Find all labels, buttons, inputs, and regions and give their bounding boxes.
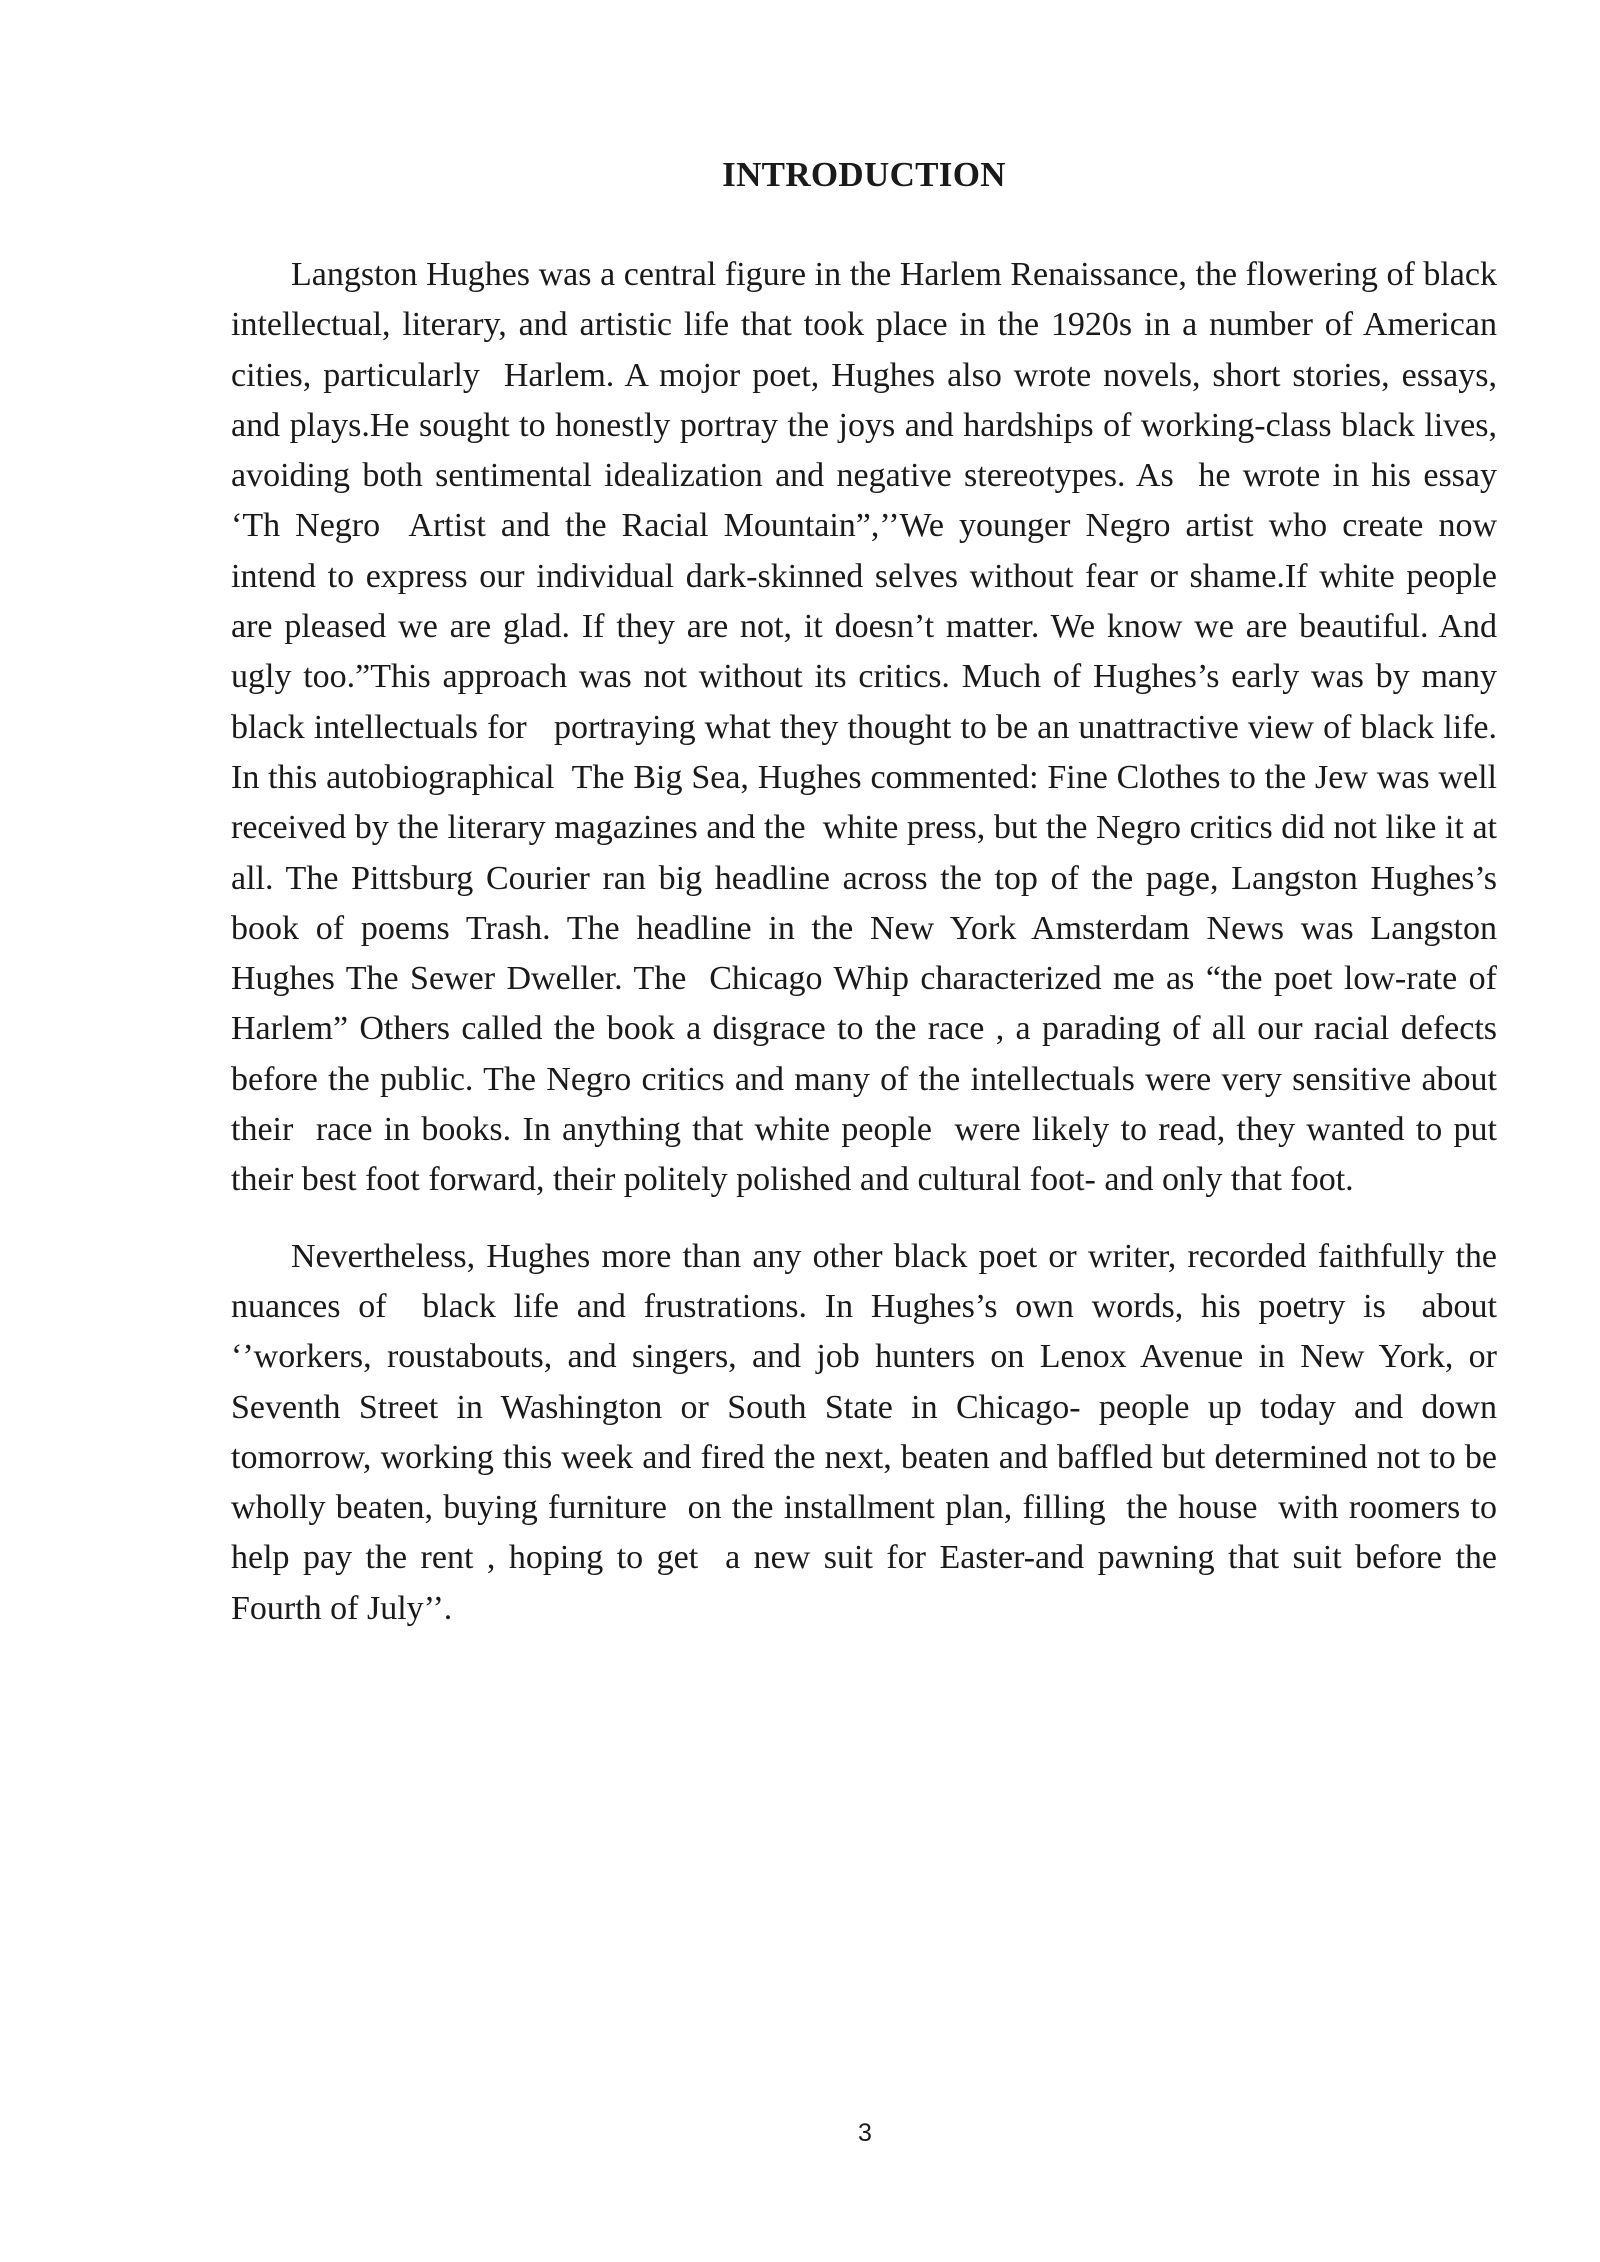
paragraph-2: Nevertheless, Hughes more than any other black poet or writer, recorded faithfully the nuances of black life and frustrations. In Hughes’s own words, his poetry is about ‘’workers, roustabouts, and singers, and job hunters on Lenox Avenue in New York, or Seventh Street in Washington or South State in Chicago- people up today and down tomorrow, working this week and fired the next, beaten and baffled but determined not to be wholly beaten, buying furniture on the installment plan, filling the house with roomers to help pay the rent , hoping to get a new suit for Easter-and pawning that suit before the Fourth of July’’. [231, 1237, 1514, 1627]
page-title: INTRODUCTION [722, 155, 1006, 194]
body-text [231, 250, 1514, 1660]
page-number: 3 [858, 2119, 872, 2147]
paragraph-1: Langston Hughes was a central figure in the Harlem Renaissance, the flowering of black intellectual, literary, and artistic life that took place in the 1920s in a number of American cities, particularly Harlem. A mojor poet, Hughes also wrote novels, short stories, essays, and plays.He sought to honestly portray the joys and hardships of working-class black lives, avoiding both sentimental idealization and negative stereotypes. As he wrote in his essay ‘Th Negro Artist and the Racial Mountain”,’’We younger Negro artist who create now intend to express our individual dark-skinned selves without fear or shame.If white people are pleased we are glad. If they are not, it doesn’t matter. We know we are beautiful. And ugly too.”This approach was not without its critics. Much of Hughes’s early was by many black intellectuals for portraying what they thought to be an unattractive view of black life. In this autobiographical The Big Sea, Hughes commented: Fine Clothes to the Jew was well received by the literary magazines and the white press, but the Negro critics did not like it at all. The Pittsburg Courier ran big headline across the top of the page, Langston Hughes’s book of poems Trash. The headline in the New York Amsterdam News was Langston Hughes The Sewer Dweller. The Chicago Whip characterized me as “the poet low-rate of Harlem” Others called the book a disgrace to the race , a parading of all our racial defects before the public. The Negro critics and many of the intellectuals were very sensitive about their race in books. In anything that white people were likely to read, they wanted to put their best foot forward, their politely polished and cultural foot- and only that foot. [231, 256, 1514, 1199]
